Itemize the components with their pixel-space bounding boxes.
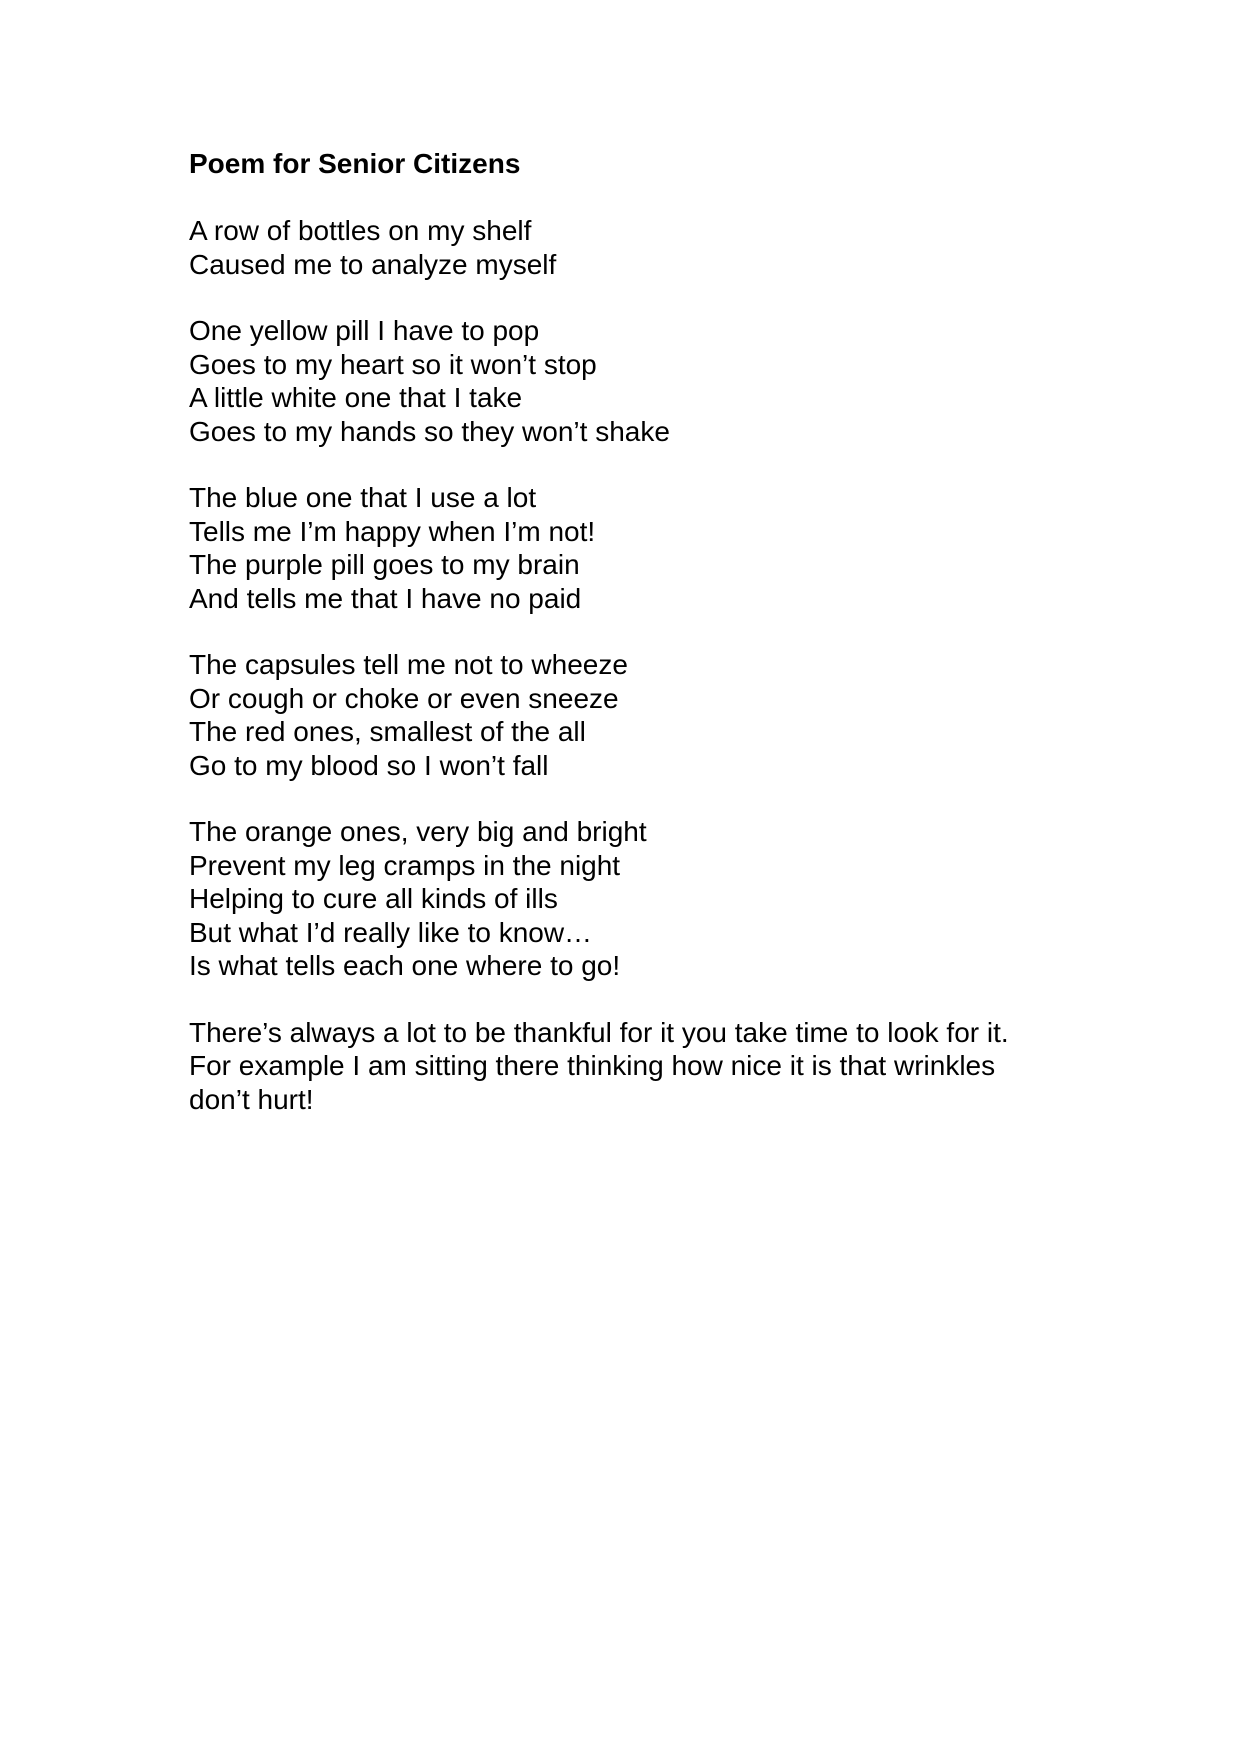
closing-line: For example I am sitting there thinking how nice it is that wrinkles: [189, 1050, 996, 1081]
poem-line: Helping to cure all kinds of ills: [189, 883, 558, 914]
stanza-1: [189, 214, 1089, 281]
poem-line: Goes to my heart so it won’t stop: [189, 348, 597, 380]
poem-line: Or cough or choke or even sneeze: [189, 682, 619, 714]
closing-line: don’t hurt!: [189, 1083, 314, 1115]
poem-line: Tells me I’m happy when I’m not!: [189, 515, 596, 547]
stanza-4: [189, 648, 1089, 782]
poem-line: And tells me that I have no paid: [189, 582, 582, 614]
document-body: [189, 147, 1089, 1116]
poem-line: Goes to my hands so they won’t shake: [189, 415, 670, 447]
poem-line: Is what tells each one where to go!: [189, 950, 621, 981]
poem-line: A little white one that I take: [189, 382, 523, 413]
poem-line: Caused me to analyze myself: [189, 248, 557, 280]
poem-line: The capsules tell me not to wheeze: [189, 649, 628, 680]
poem-line: The red ones, smallest of the all: [189, 716, 586, 747]
poem-line: The orange ones, very big and bright: [189, 816, 647, 847]
stanza-5: [189, 815, 1089, 983]
poem-title: Poem for Senior Citizens: [189, 148, 521, 179]
stanza-3: [189, 481, 1089, 615]
poem-line: Prevent my leg cramps in the night: [189, 849, 621, 881]
poem-line: Go to my blood so I won’t fall: [189, 749, 549, 781]
poem-line: One yellow pill I have to pop: [189, 315, 540, 346]
stanza-2: [189, 314, 1089, 448]
closing-line: There’s always a lot to be thankful for it you take time to look for it.: [189, 1016, 1009, 1048]
poem-line: The purple pill goes to my brain: [189, 549, 580, 580]
closing-paragraph: [189, 1016, 1089, 1117]
poem-line: A row of bottles on my shelf: [189, 215, 532, 246]
poem-line: But what I’d really like to know…: [189, 916, 593, 948]
poem-line: The blue one that I use a lot: [189, 482, 537, 513]
